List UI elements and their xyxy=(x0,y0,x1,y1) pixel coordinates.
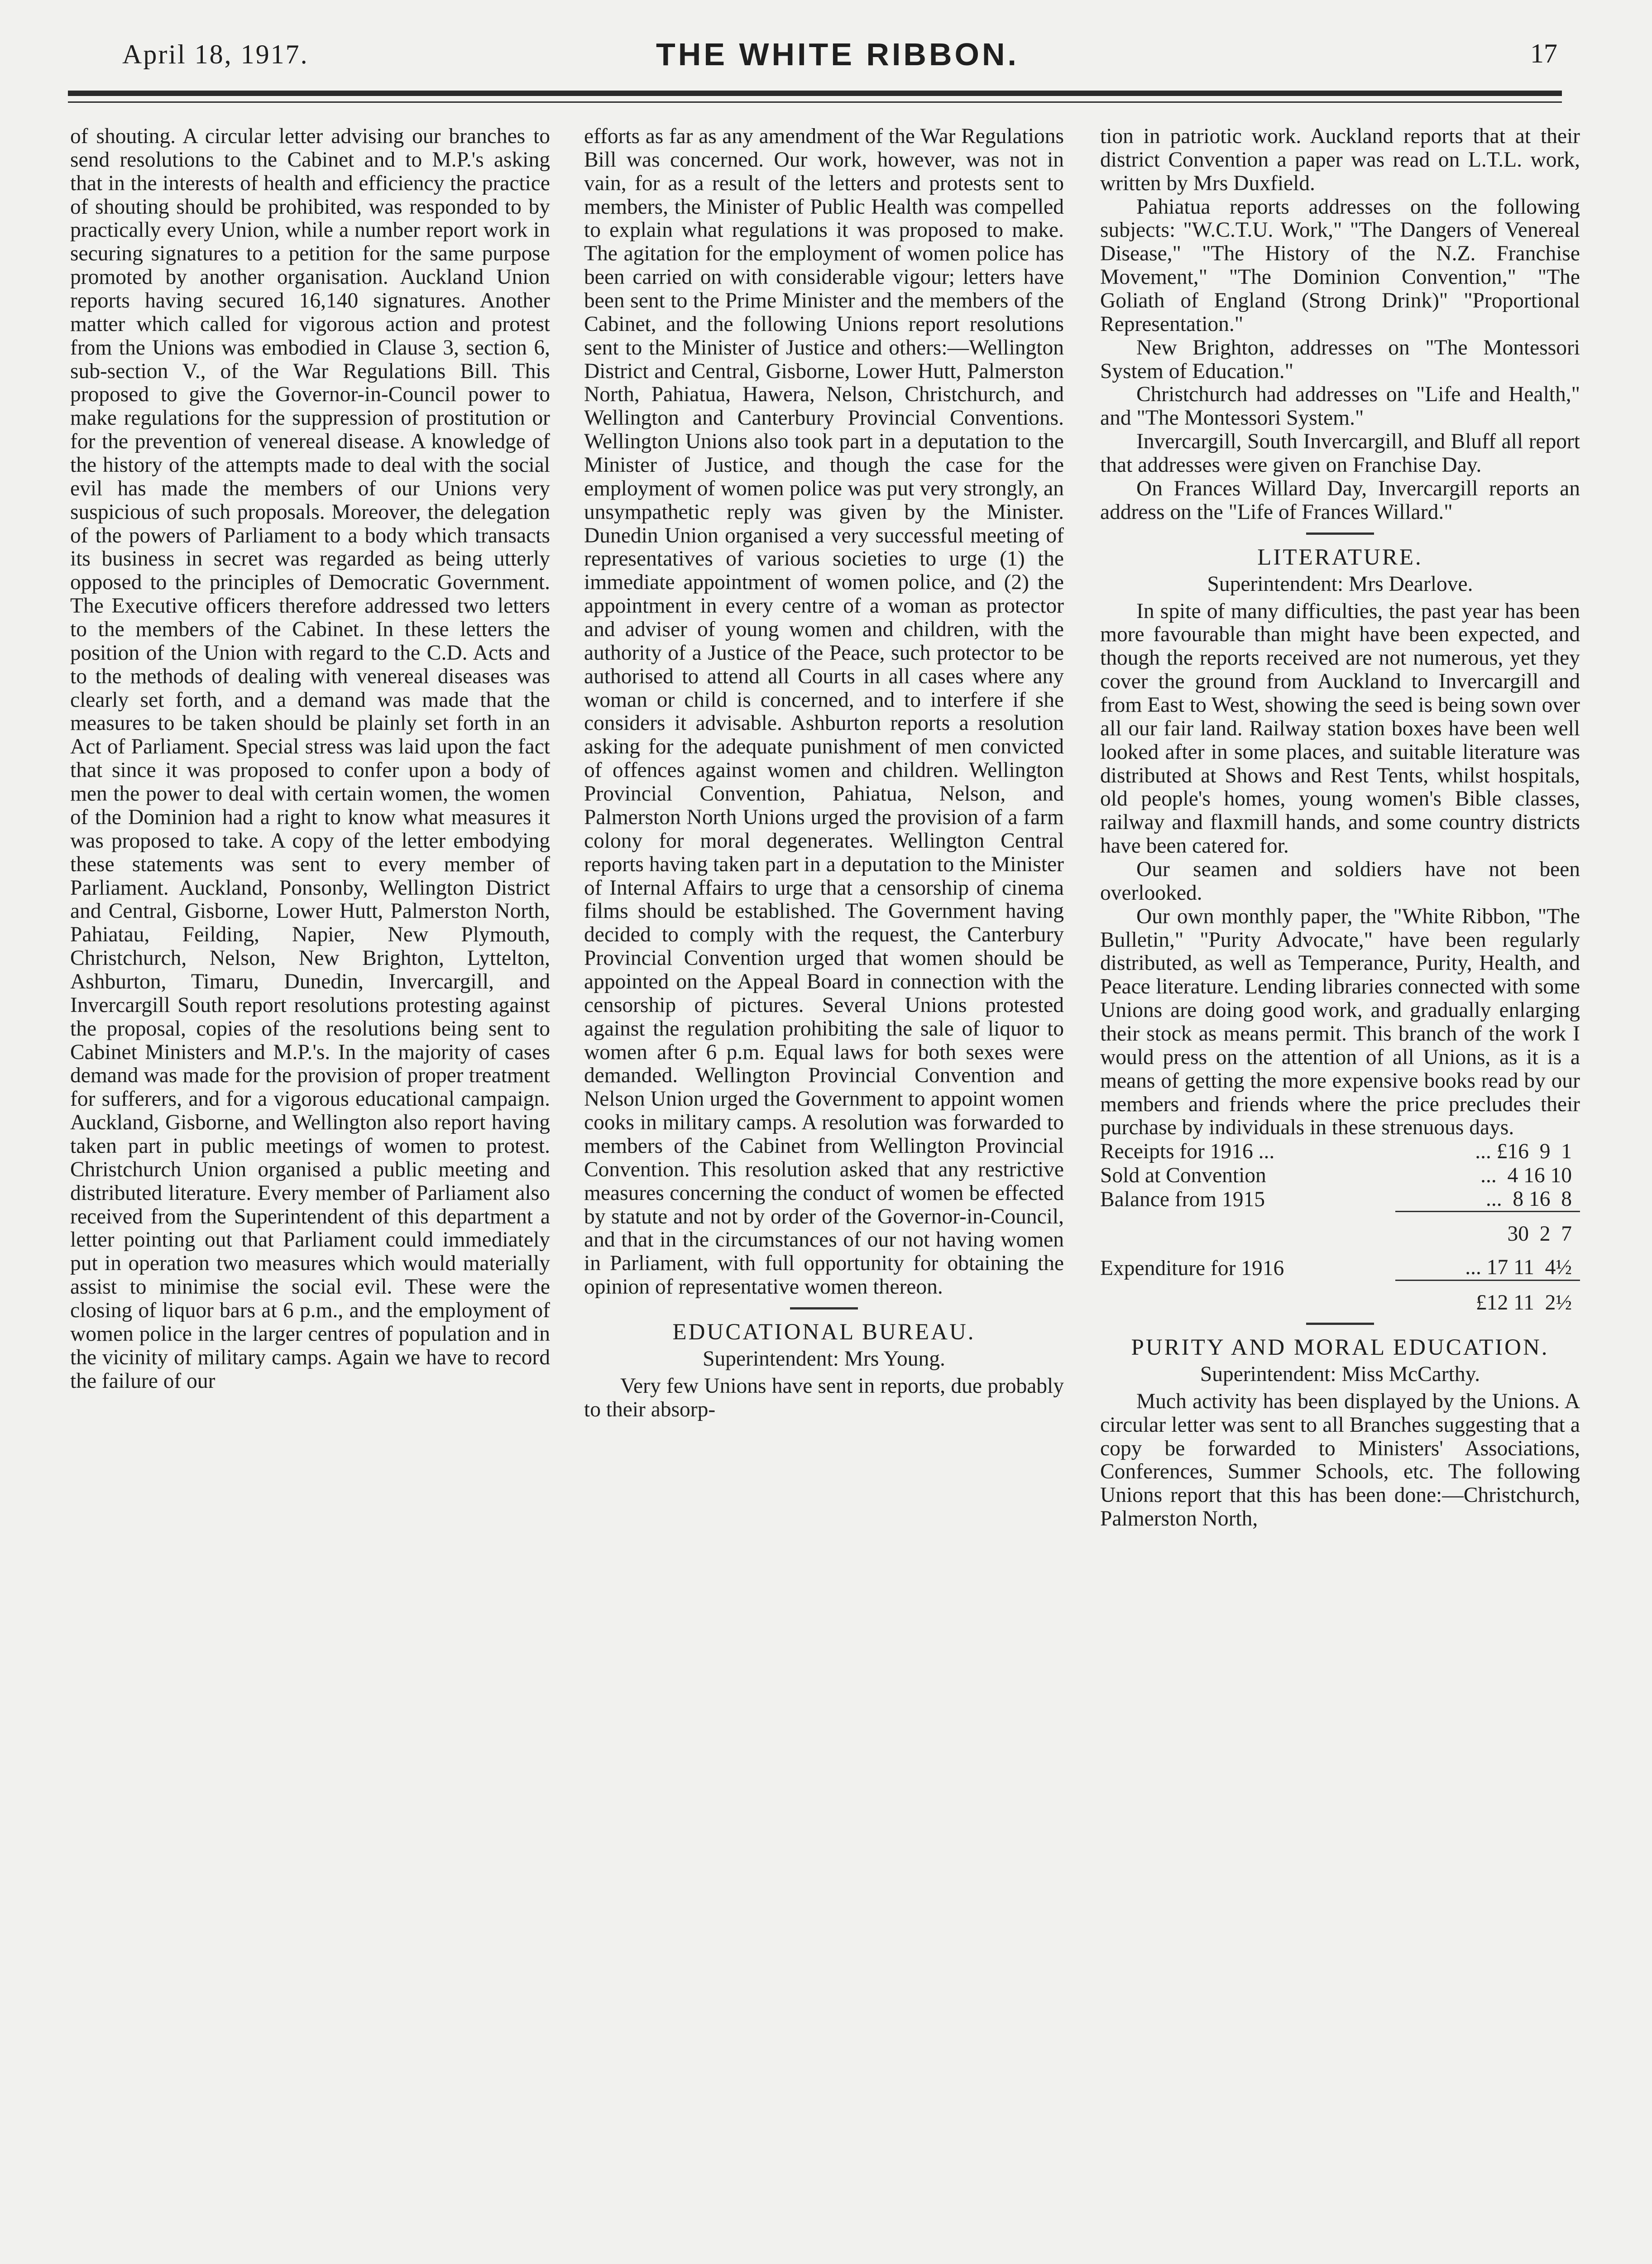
col3-paragraph-3: New Brighton, addresses on "The Montessori System of Education." xyxy=(1100,336,1580,383)
column-3 xyxy=(1100,125,1580,1531)
page-header xyxy=(118,32,1557,82)
accounts-row xyxy=(1100,1187,1580,1212)
section-divider xyxy=(1306,1323,1374,1325)
account-label xyxy=(1100,1280,1395,1314)
purity-paragraph-1: Much activity has been displayed by the Unions. A circular letter was sent to all Branches suggesting that a copy be forwarded to Ministers' Associations, Conferences, Summer Schools, etc. The following Unions report that this has been done:—Christchurch, Palmerston North, xyxy=(1100,1389,1580,1531)
literature-paragraph-2: Our seamen and soldiers have not been overlooked. xyxy=(1100,858,1580,905)
accounts-row xyxy=(1100,1246,1580,1280)
account-total: £12 11 2½ xyxy=(1395,1280,1580,1314)
account-label: Sold at Convention xyxy=(1100,1163,1266,1187)
col1-paragraph: of shouting. A circular letter advising our branches to send resolutions to the Cabinet and to M.P.'s asking that in the interests of health and efficiency the practice of shouting should be prohibited, was responded to by practically every Union, while a number report work in securing signatures to a petition for the same purpose promoted by another organisation. Auckland Union reports having secured 16,140 signatures. Another matter which called for vigorous action and protest from the Unions was embodied in Clause 3, section 6, sub-section V., of the War Regulations Bill. This proposed to give the Governor-in-Council power to make regulations for the suppression of prostitution or for the prevention of venereal disease. A knowledge of the history of the attempts made to deal with the social evil has made the members of our Unions very suspicious of such proposals. Moreover, the delegation of the powers of Parliament to a body which transacts its business in secret was regarded as being utterly opposed to the principles of Democratic Government. The Executive officers therefore addressed two letters to the members of the Cabinet. In these letters the position of the Union with regard to the C.D. Acts and to the methods of dealing with venereal diseases was clearly set forth, and a demand was made that the measures to be taken should be plainly set forth in an Act of Parliament. Special stress was laid upon the fact that since it was proposed to confer upon a body of men the power to deal with certain women, the women of the Dominion had a right to know what measures it was proposed to take. A copy of the letter embodying these statements was sent to every member of Parliament. Auckland, Ponsonby, Wellington District and Central, Gisborne, Lower Hutt, Palmerston North, Pahiatau, Feilding, Napier, New Plymouth, Christchurch, Nelson, New Brighton, Lyttelton, Ashburton, Timaru, Dunedin, Invercargill, and Invercargill South report resolutions protesting against the proposal, copies of the resolutions being sent to Cabinet Ministers and M.P.'s. In the majority of cases demand was made for the provision of proper treatment for sufferers, and for a vigorous educational campaign. Auckland, Gisborne, and Wellington also report having taken part in public meetings of women to protest. Christchurch Union organised a public meeting and distributed literature. Every member of Parliament also received from the Superintendent of this department a letter pointing out that Parliament could immediately put in operation two measures which would materially assist to minimise the social evil. These were the closing of liquor bars at 6 p.m., and the employment of women police in the larger centres of population and in the vicinity of military camps. Again we have to record the failure of our xyxy=(70,125,550,1393)
account-amount: ... 8 16 8 xyxy=(1486,1187,1572,1211)
col3-paragraph-1: tion in patriotic work. Auckland reports that at their district Convention a paper was read on L.T.L. work, written by Mrs Duxfield. xyxy=(1100,125,1580,195)
col3-paragraph-4: Christchurch had addresses on "Life and Health," and "The Montessori System." xyxy=(1100,383,1580,430)
purity-superintendent: Superintendent: Miss McCarthy. xyxy=(1200,1362,1480,1386)
account-label: Expenditure for 1916 xyxy=(1100,1256,1284,1280)
section-divider xyxy=(790,1307,858,1309)
literature-heading: LITERATURE. xyxy=(1257,544,1423,570)
masthead-title: THE WHITE RIBBON. xyxy=(656,37,1019,72)
literature-accounts-table xyxy=(1100,1140,1580,1314)
purity-heading: PURITY AND MORAL EDUCATION. xyxy=(1131,1334,1549,1360)
accounts-row xyxy=(1100,1140,1580,1163)
accounts-row xyxy=(1100,1280,1580,1314)
educational-bureau-superintendent: Superintendent: Mrs Young. xyxy=(703,1347,945,1371)
account-amount: ... 4 16 10 xyxy=(1480,1163,1572,1187)
literature-superintendent: Superintendent: Mrs Dearlove. xyxy=(1207,572,1473,596)
col3-paragraph-2: Pahiatua reports addresses on the following subjects: "W.C.T.U. Work," "The Dangers of Venereal Disease," "The History of the N.Z. Franchise Movement," "The Dominion Convention," "The Goliath of England (Strong Drink)" "Proportional Representation." xyxy=(1100,195,1580,336)
account-amount: ... £16 9 1 xyxy=(1475,1140,1572,1164)
header-rule-thin xyxy=(68,101,1562,103)
col3-paragraph-6: On Frances Willard Day, Invercargill reports an address on the "Life of Frances Willard." xyxy=(1100,476,1580,524)
literature-paragraph-1: In spite of many difficulties, the past year has been more favourable than might have been expected, and though the reports received are not numerous, yet they cover the ground from Auckland to Invercargill and from East to West, showing the seed is being sown over all our fair land. Railway station boxes have been well looked after in some places, and suitable literature was distributed at Shows and Rest Tents, whilst hospitals, old people's homes, young women's Bible classes, railway and flaxmill hands, and some country districts have been catered for. xyxy=(1100,599,1580,858)
column-2 xyxy=(584,125,1064,1422)
page-number: 17 xyxy=(1530,38,1557,68)
col2-paragraph: efforts as far as any amendment of the War Regulations Bill was concerned. Our work, however, was not in vain, for as a result of the letters and protests sent to members, the Minister of Public Health was compelled to explain what regulations it was proposed to make. The agitation for the employment of women police has been carried on with considerable vigour; letters have been sent to the Prime Minister and the members of the Cabinet, and the following Unions report resolutions sent to the Minister of Justice and others:—Wellington District and Central, Gisborne, Lower Hutt, Palmerston North, Pahiatua, Hawera, Nelson, Christchurch, and Wellington and Canterbury Provincial Conventions. Wellington Unions also took part in a deputation to the Minister of Justice, and though the case for the employment of women police was put very strongly, an unsympathetic reply was given by the Minister. Dunedin Union organised a very successful meeting of representatives of various societies to urge (1) the immediate appointment of women police, and (2) the appointment in every centre of a woman as protector and adviser of young women and children, with the authority of a Justice of the Peace, such protector to be authorised to attend all Courts in all cases where any woman or child is concerned, and to interfere if she considers it advisable. Ashburton reports a resolution asking for the adequate punishment of men convicted of offences against women and children. Wellington Provincial Convention, Pahiatua, Nelson, and Palmerston North Unions urged the provision of a farm colony for moral degenerates. Wellington Central reports having taken part in a deputation to the Minister of Internal Affairs to urge that a censorship of cinema films should be established. The Government having decided to comply with the request, the Canterbury Provincial Convention urged that women should be appointed on the Appeal Board in connection with the censorship of pictures. Several Unions protested against the regulation prohibiting the sale of liquor to women after 6 p.m. Equal laws for both sexes were demanded. Wellington Provincial Convention and Nelson Union urged the Government to appoint women cooks in military camps. A resolution was forwarded to members of the Cabinet from Wellington Provincial Convention. This resolution asked that any restrictive measures concerning the conduct of women be effected by statute and not by order of the Governor-in-Council, and that in the circumstances of our not having women in Parliament, with full opportunity for obtaining the opinion of representative women thereon. xyxy=(584,125,1064,1299)
account-subtotal: 30 2 7 xyxy=(1395,1212,1580,1246)
educational-bureau-heading: EDUCATIONAL BUREAU. xyxy=(672,1319,976,1345)
accounts-row xyxy=(1100,1164,1580,1187)
column-1 xyxy=(70,125,550,1393)
col3-paragraph-5: Invercargill, South Invercargill, and Bluff all report that addresses were given on Franchise Day. xyxy=(1100,430,1580,477)
section-divider xyxy=(1306,532,1374,535)
account-label: Receipts for 1916 ... xyxy=(1100,1140,1275,1164)
header-rule-thick xyxy=(68,91,1562,96)
accounts-row xyxy=(1100,1212,1580,1246)
issue-date: April 18, 1917. xyxy=(122,39,309,69)
account-amount: ... 17 11 4½ xyxy=(1465,1256,1572,1280)
account-label xyxy=(1100,1212,1395,1246)
educational-bureau-paragraph: Very few Unions have sent in reports, due probably to their absorp- xyxy=(584,1374,1064,1421)
account-label: Balance from 1915 xyxy=(1100,1188,1265,1212)
literature-paragraph-3: Our own monthly paper, the "White Ribbon, "The Bulletin," "Purity Advocate," have been regularly distributed, as well as Temperance, Purity, Health, and Peace literature. Lending libraries connected with some Unions are doing good work, and gradually enlarging their stock as means permit. This branch of the work I would press on the attention of all Unions, as it is a means of getting the more expensive books read by our members and friends where the price precludes their purchase by individuals in these strenuous days. xyxy=(1100,904,1580,1140)
